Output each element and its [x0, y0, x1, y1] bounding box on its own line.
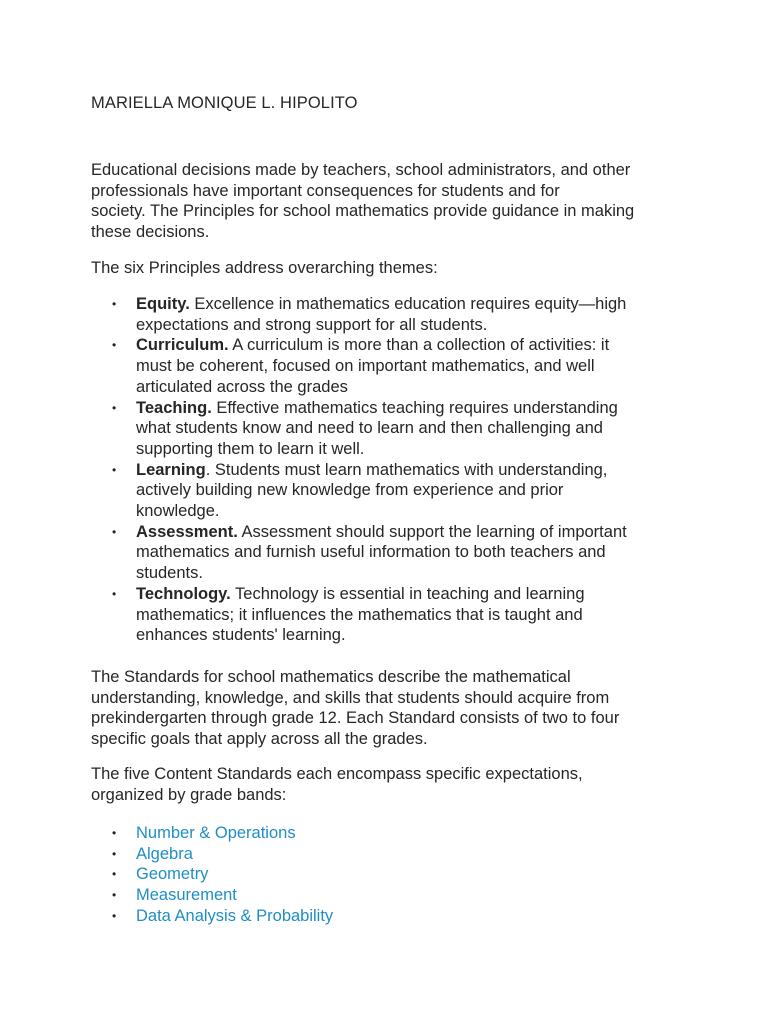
bullet-icon: • — [112, 846, 117, 861]
principle-text: Technology is essential in teaching and learning — [230, 584, 585, 603]
principle-text: supporting them to learn it well. — [136, 439, 365, 458]
principle-text: articulated across the grades — [136, 377, 348, 396]
standards-paragraph — [91, 667, 691, 750]
principle-text: actively building new knowledge from experience and prior — [136, 481, 564, 500]
standards-line: specific goals that apply across all the grades. — [91, 730, 428, 749]
list-item — [91, 398, 671, 460]
author-name: MARIELLA MONIQUE L. HIPOLITO — [91, 94, 358, 112]
principle-text: mathematics; it influences the mathematics that is taught and — [136, 605, 583, 624]
intro-line: professionals have important consequences for students and for — [91, 181, 560, 200]
list-item — [91, 864, 671, 885]
bullet-icon: • — [112, 524, 117, 539]
standards-line: The Standards for school mathematics describe the mathematical — [91, 668, 571, 686]
principle-text: Excellence in mathematics education requires equity—high — [189, 295, 627, 313]
principles-list — [91, 294, 671, 646]
principle-text: must be coherent, focused on important mathematics, and well — [136, 357, 595, 376]
content-intro-line: organized by grade bands: — [91, 785, 287, 804]
bullet-icon: • — [112, 888, 117, 903]
intro-line: Educational decisions made by teachers, school administrators, and other — [91, 161, 631, 179]
standards-line: prekindergarten through grade 12. Each Standard consists of two to four — [91, 709, 620, 728]
list-item — [91, 335, 671, 397]
principle-term: Learning — [136, 460, 206, 479]
bullet-icon: • — [112, 338, 117, 353]
standards-line: understanding, knowledge, and skills that students should acquire from — [91, 688, 610, 707]
list-item — [91, 906, 671, 927]
content-intro-line: The five Content Standards each encompass specific expectations, — [91, 765, 583, 783]
list-item — [91, 294, 671, 335]
bullet-icon: • — [112, 297, 117, 311]
content-standard-link[interactable]: Measurement — [136, 886, 237, 905]
list-item — [91, 522, 671, 584]
principle-text: Assessment should support the learning of important — [237, 522, 627, 541]
principle-text: students. — [136, 564, 203, 583]
list-item — [91, 844, 671, 865]
content-standard-link[interactable]: Number & Operations — [136, 824, 296, 842]
content-standards-intro — [91, 764, 691, 805]
bullet-icon: • — [112, 826, 117, 840]
bullet-icon: • — [112, 400, 117, 415]
list-item — [91, 584, 671, 646]
principle-text: A curriculum is more than a collection of activities: it — [228, 336, 610, 355]
intro-paragraph — [91, 160, 691, 243]
principle-text: knowledge. — [136, 502, 220, 521]
principle-text: enhances students' learning. — [136, 626, 346, 645]
intro-line: these decisions. — [91, 223, 210, 242]
principle-text: mathematics and furnish useful information to both teachers and — [136, 543, 606, 562]
bullet-icon: • — [112, 586, 117, 601]
principle-text: . Students must learn mathematics with understanding, — [205, 460, 608, 479]
list-item — [91, 823, 671, 844]
content-standards-list — [91, 823, 671, 927]
principle-term: Assessment. — [136, 522, 238, 541]
list-item — [91, 460, 671, 522]
content-standard-link[interactable]: Geometry — [136, 865, 209, 884]
bullet-icon: • — [112, 462, 117, 477]
principles-intro: The six Principles address overarching themes: — [91, 259, 438, 277]
list-item — [91, 885, 671, 906]
principle-term: Technology. — [136, 584, 231, 603]
intro-line: society. The Principles for school mathematics provide guidance in making — [91, 202, 635, 221]
bullet-icon: • — [112, 867, 117, 882]
principle-term: Teaching. — [136, 398, 212, 417]
content-standard-link[interactable]: Data Analysis & Probability — [136, 906, 334, 925]
principle-term: Equity. — [136, 295, 190, 313]
content-standard-link[interactable]: Algebra — [136, 844, 193, 863]
bullet-icon: • — [112, 908, 117, 923]
principle-text: what students know and need to learn and then challenging and — [136, 419, 603, 438]
principle-text: Effective mathematics teaching requires understanding — [211, 398, 618, 417]
principle-term: Curriculum. — [136, 336, 229, 355]
principle-text: expectations and strong support for all students. — [136, 315, 488, 334]
